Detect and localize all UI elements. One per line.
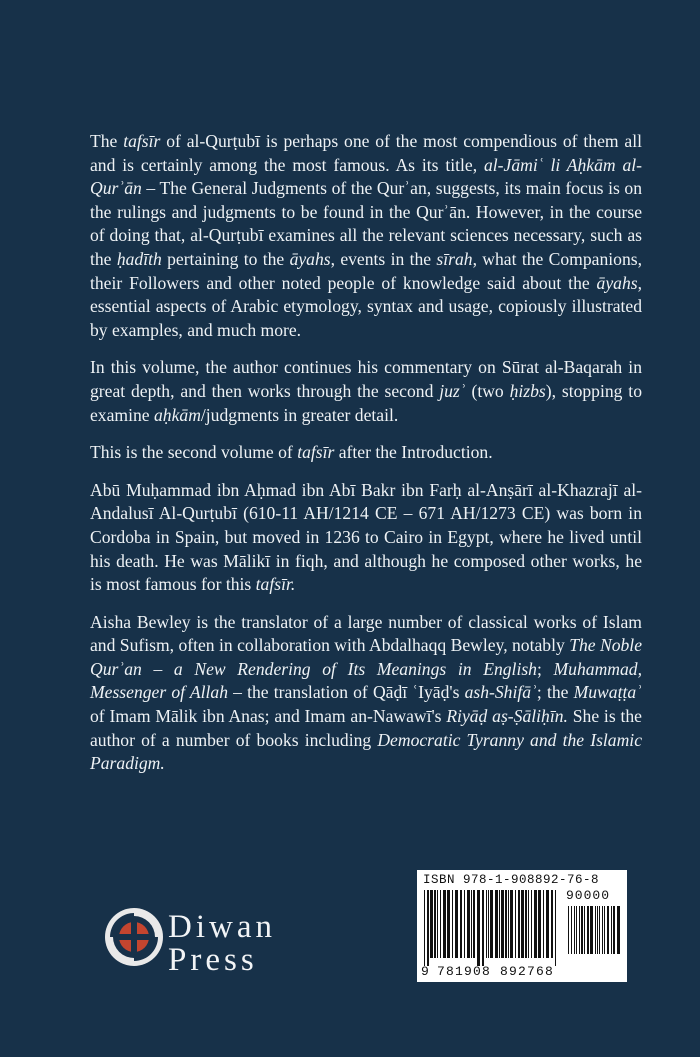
- barcode-bar: [597, 906, 598, 954]
- barcode-bar: [521, 890, 524, 958]
- price-barcode-bars: [567, 906, 621, 962]
- barcode-bar: [488, 890, 489, 958]
- back-cover-blurb: [90, 130, 642, 790]
- barcode-bar: [477, 890, 480, 966]
- barcode-bar: [587, 906, 589, 954]
- barcode-bar: [430, 890, 433, 958]
- barcode-bar: [534, 890, 537, 958]
- barcode-bar: [518, 890, 520, 958]
- blurb-paragraph-2: In this volume, the author continues his commentary on Sūrat al-Baqarah in great depth, and then works through the second juzʾ (two ḥizbs), stopping to examine aḥkām/judgments in greater detail.: [90, 357, 642, 425]
- barcode-bar: [467, 890, 470, 958]
- barcode-bar: [508, 890, 509, 958]
- barcode-bar: [543, 890, 544, 958]
- barcode-bar: [482, 890, 484, 966]
- barcode-bar: [437, 890, 438, 958]
- blurb-paragraph-5: Aisha Bewley is the translator of a large number of classical works of Islam and Sufism, often in collaboration with Abdalhaqq Bewley, notably The Noble Qurʾan – a New Rendering of Its Meanings in English; Muhammad, Messenger of Allah – the translation of Qāḍī ʿIyāḍ's ash-Shifāʾ; the Muwaṭṭaʾ of Imam Mālik ibn Anas; and Imam an-Nawawī's Riyāḍ aṣ-Ṣāliḥīn. She is the author of a number of books including Democratic Tyranny and the Islamic Paradigm.: [90, 611, 643, 774]
- barcode-bar: [427, 890, 429, 966]
- barcode-bar: [579, 906, 580, 954]
- barcode-bar: [495, 890, 498, 958]
- barcode-bar: [602, 906, 603, 954]
- barcode-bar: [528, 890, 529, 958]
- barcode-bar: [440, 890, 441, 958]
- barcode-bar: [581, 906, 583, 954]
- barcode-bar: [538, 890, 541, 958]
- barcode-bar: [604, 906, 605, 954]
- blurb-paragraph-1: The tafsīr of al-Qurṭubī is perhaps one of the most compendious of them all and is certainly among the most famous. As its title, al-Jāmiʿ li Aḥkām al-Qurʾān – The General Judgments of the Qurʾan, suggests, its main focus is on the rulings and judgments to be found in the Qurʾān. However, in the course of doing that, al-Qurṭubī examines all the relevant sciences necessary, such as the ḥadīth pertaining to the āyahs, events in the sīrah, what the Companions, their Followers and other noted people of knowledge said about the āyahs, essential aspects of Arabic etymology, syntax and usage, copiously illustrated by examples, and much more.: [90, 131, 643, 340]
- barcode-bar: [452, 890, 453, 958]
- barcode-bar: [455, 890, 458, 958]
- barcode-bar: [531, 890, 532, 958]
- ean-barcode-bars: [423, 890, 559, 966]
- diwan-emblem-icon: [102, 905, 166, 969]
- barcode-bar: [611, 906, 612, 954]
- isbn-label: ISBN 978-1-908892-76-8: [423, 873, 600, 887]
- barcode-bar: [595, 906, 596, 954]
- barcode-bar: [599, 906, 600, 954]
- publisher-logo: [102, 905, 302, 985]
- barcode-bar: [607, 906, 609, 954]
- publisher-name-line-1: Diwan: [168, 909, 276, 945]
- barcode-bar: [510, 890, 513, 958]
- barcode-bar: [464, 890, 465, 958]
- barcode-bar: [515, 890, 516, 958]
- barcode-bar: [501, 890, 504, 958]
- barcode-bar: [424, 890, 425, 966]
- barcode-bar: [617, 906, 620, 954]
- ean-digits: 781908 892768: [437, 964, 555, 979]
- barcode-bar: [571, 906, 572, 954]
- barcode-bar: [447, 890, 450, 958]
- barcode-bar: [490, 890, 493, 958]
- barcode-bar: [546, 890, 549, 958]
- blurb-paragraph-4: Abū Muḥammad ibn Aḥmad ibn Abī Bakr ibn Farḥ al-Anṣārī al-Khazrajī al-Andalusī Al-Qurṭubī (610-11 AH/1214 CE – 671 AH/1273 CE) was born in Cordoba in Spain, but moved in 1236 to Cairo in Egypt, where he lived until his death. He was Mālikī in fiqh, and although he composed other works, he is most famous for this tafsīr.: [90, 479, 642, 595]
- blurb-paragraph-3: This is the second volume of tafsīr after the Introduction.: [90, 442, 493, 463]
- barcode-bar: [555, 890, 556, 966]
- barcode-bar: [473, 890, 475, 958]
- barcode-bar: [574, 906, 575, 954]
- barcode-bar: [505, 890, 507, 958]
- barcode-bar: [486, 890, 487, 958]
- barcode-bar: [443, 890, 446, 958]
- price-code: 90000: [566, 888, 611, 903]
- publisher-name-line-2: Press: [168, 942, 258, 978]
- isbn-barcode: [417, 870, 627, 982]
- barcode-bar: [590, 906, 593, 954]
- ean-lead-digit: 9: [421, 964, 429, 979]
- barcode-bar: [525, 890, 527, 958]
- barcode-bar: [568, 906, 569, 954]
- barcode-bar: [613, 906, 615, 954]
- barcode-bar: [584, 906, 585, 954]
- barcode-bar: [434, 890, 436, 958]
- barcode-bar: [499, 890, 500, 958]
- barcode-bar: [551, 890, 553, 958]
- barcode-bar: [576, 906, 577, 954]
- barcode-bar: [460, 890, 462, 958]
- barcode-bar: [471, 890, 472, 958]
